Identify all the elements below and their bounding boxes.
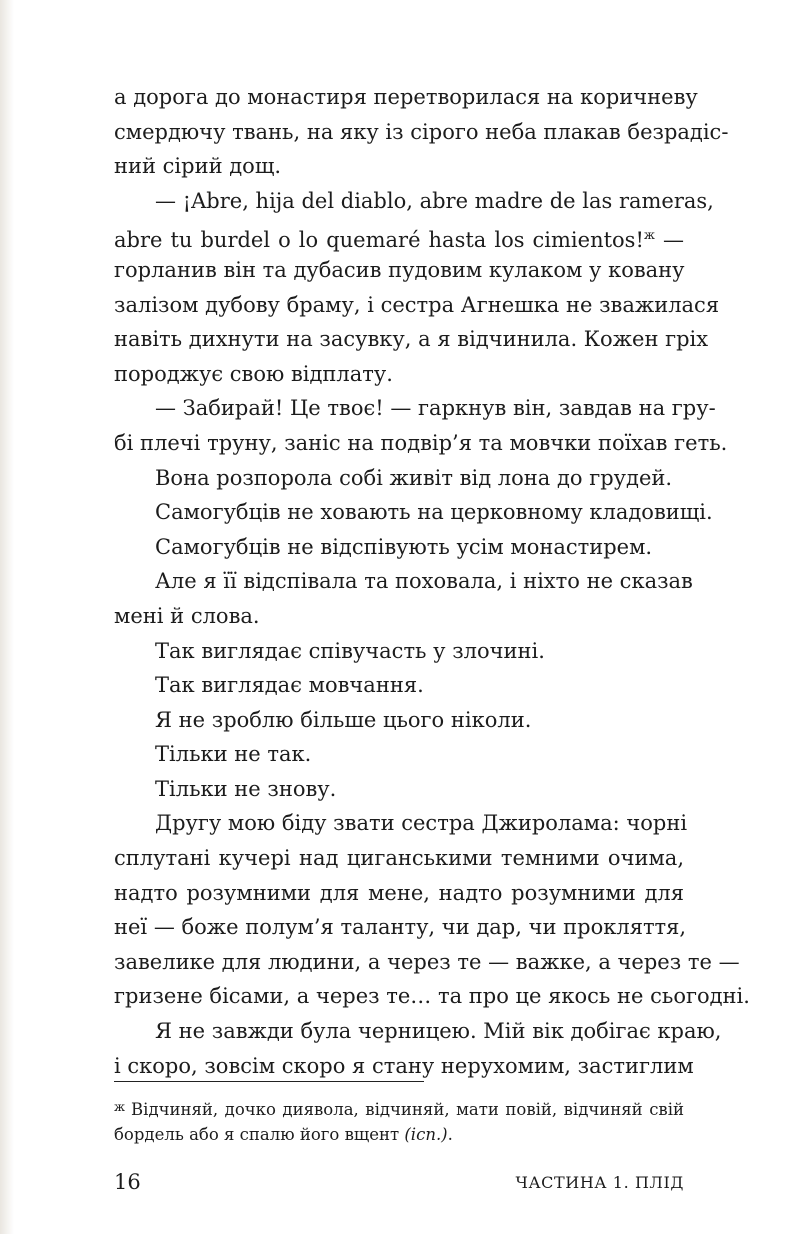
text-line-content: сплутані кучері над циганськими темними очима, xyxy=(114,846,684,871)
text-line-content: і скоро, зовсім скоро я стану нерухомим, застиглим xyxy=(114,1053,694,1078)
text-line-content: Але я її відспівала та поховала, і ніхто не сказав xyxy=(155,569,693,594)
text-line-content: неї — боже полум’я таланту, чи дар, чи прокляття, xyxy=(114,915,687,940)
text-line-content: abre tu burdel o lo quemaré hasta los cimientos! xyxy=(114,228,644,253)
text-line xyxy=(114,322,709,357)
page-gutter-shadow xyxy=(0,0,14,1234)
footnote-line-1-text: Відчиняй, дочко диявола, відчиняй, мати повій, відчиняй свій xyxy=(131,1100,684,1119)
text-line xyxy=(114,80,698,115)
text-line-content: Самогубців не відспівують усім монастирем. xyxy=(155,534,653,559)
text-line-content: гризене бісами, а через те… та про це якось не сьогодні. xyxy=(114,984,750,1009)
text-line-content: Вона розпорола собі живіт від лона до грудей. xyxy=(155,465,673,490)
text-line xyxy=(114,945,740,980)
text-line-content: Я не зроблю більше цього ніколи. xyxy=(155,707,532,732)
text-line xyxy=(114,564,693,599)
text-line xyxy=(114,703,684,738)
text-line-content: навіть дихнути на засувку, а я відчинила. Кожен гріх xyxy=(114,327,709,352)
text-line-content: — Забирай! Це твоє! — гаркнув він, завдав на гру- xyxy=(155,396,716,421)
page-number: 16 xyxy=(114,1170,141,1194)
body-text xyxy=(114,80,750,1083)
text-line-content: Другу мою біду звати сестра Джиролама: чорні xyxy=(155,811,688,836)
text-line xyxy=(114,426,728,461)
text-line xyxy=(114,737,684,772)
footnote-reference: ж xyxy=(643,228,655,243)
text-line xyxy=(114,668,684,703)
text-line-content: породжує свою відплату. xyxy=(114,361,393,386)
text-line-content: бі плечі труну, заніс на подвір’я та мовчки поїхав геть. xyxy=(114,430,728,455)
text-line-content: смердючу твань, на яку із сірого неба плакав безрадіс- xyxy=(114,119,729,144)
footnote-language-note: (icn.) xyxy=(404,1125,448,1144)
text-line-content: горланив він та дубасив пудовим кулаком у ковану xyxy=(114,257,685,282)
text-line xyxy=(114,149,684,184)
text-line xyxy=(114,288,720,323)
text-line xyxy=(114,599,684,634)
text-line xyxy=(114,1049,694,1084)
footnote-line-1 xyxy=(114,1094,684,1121)
text-line xyxy=(114,530,684,565)
footnote-mark: ж xyxy=(114,1100,126,1114)
text-line-content: мені й слова. xyxy=(114,603,260,628)
text-line xyxy=(114,115,729,150)
text-line xyxy=(114,876,684,911)
text-line-content: — ¡Abre, hija del diablo, abre madre de las rameras, xyxy=(155,188,714,213)
text-line xyxy=(114,979,750,1014)
text-line xyxy=(114,184,714,219)
text-line-content: Тільки не знову. xyxy=(155,776,337,801)
text-line xyxy=(114,772,684,807)
text-line xyxy=(114,391,716,426)
text-line-content: Тільки не так. xyxy=(155,742,312,767)
text-line-tail: — xyxy=(654,228,684,253)
text-line xyxy=(114,357,684,392)
text-line xyxy=(114,841,684,876)
text-line-content: залізом дубову браму, і сестра Агнешка не зважилася xyxy=(114,292,720,317)
footnote-divider xyxy=(114,1081,424,1082)
text-line-content: ний сірий дощ. xyxy=(114,154,282,179)
running-head: ЧАСТИНА 1. ПЛІД xyxy=(515,1173,684,1192)
footnote-line-2-end: . xyxy=(447,1125,453,1144)
text-line xyxy=(114,495,713,530)
text-line xyxy=(114,634,684,669)
text-line-content: Так виглядає співучасть у злочині. xyxy=(155,638,545,663)
text-line xyxy=(114,461,684,496)
text-line-content: Так виглядає мовчання. xyxy=(155,673,424,698)
text-line-content: а дорога до монастиря перетворилася на коричневу xyxy=(114,85,698,109)
text-line-content: завелике для людини, а через те — важке, а через те — xyxy=(114,949,740,974)
text-line xyxy=(114,1014,722,1049)
text-line xyxy=(114,806,688,841)
text-line-content: надто розумними для мене, надто розумними для xyxy=(114,880,684,905)
text-line xyxy=(114,218,684,253)
text-line-content: Я не завжди була черницею. Мій вік добігає краю, xyxy=(155,1019,722,1044)
footnote-line-2-text: бордель або я спалю його вщент xyxy=(114,1125,405,1144)
text-line xyxy=(114,253,684,288)
footnote xyxy=(114,1094,684,1148)
text-line-content: Самогубців не ховають на церковному кладовищі. xyxy=(155,500,713,525)
footnote-line-2 xyxy=(114,1121,684,1148)
text-line xyxy=(114,910,687,945)
